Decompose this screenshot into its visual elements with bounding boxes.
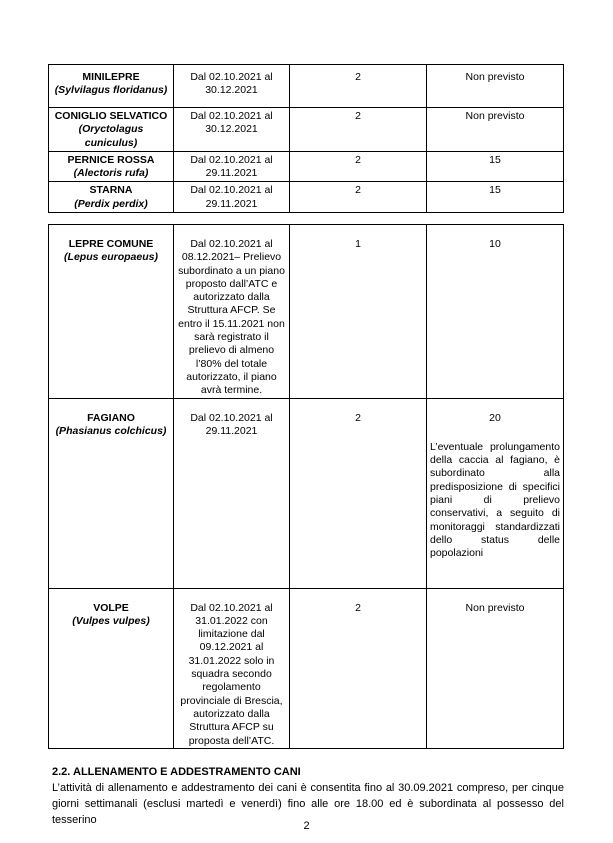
daily-limit-cell: 2 [290,65,427,108]
species-cell [49,151,174,182]
species-cell [49,108,174,152]
species-scientific-name: (Alectoris rufa) [73,167,149,180]
table-row [49,65,564,108]
daily-limit-cell: 2 [290,108,427,152]
species-name: MINILEPRE [82,71,140,83]
body-paragraph: L’attività di allenamento e addestramento dei cani è consentita fino al 30.09.2021 compreso, per cinque giorni settimanali (esclusi martedì e venerdì) fino alle ore 18.00 ed è subordinata al possesso del tesserino [52,782,564,826]
species-scientific-name: (Perdix perdix) [74,197,148,210]
species-scientific-name: (Phasianus colchicus) [55,424,167,437]
table-row [49,398,564,588]
species-name: VOLPE [93,601,129,614]
season-limit-cell: Non previsto [427,65,564,108]
season-limit-cell [427,225,564,399]
species-cell [49,398,174,588]
species-name: PERNICE ROSSA [67,153,155,166]
page-number: 2 [303,820,310,832]
period-cell: Dal 02.10.2021 al 31.01.2022 con limitazione dal 09.12.2021 al 31.01.2022 solo in squadra secondo regolamento provinciale di Brescia, autorizzato dalla Struttura AFCP su proposta dell’ATC. [174,588,290,748]
table-row [49,151,564,182]
daily-limit-cell: 2 [290,588,427,748]
period-cell: Dal 02.10.2021 al 08.12.2021– Prelievo subordinato a un piano proposto dall’ATC e autorizzato dalla Struttura AFCP. Se entro il 15.11.2021 non sarà registrato il prelievo di almeno l’80% del totale autorizzato, il piano avrà termine. [174,225,290,399]
species-scientific-name: (Sylvilagus floridanus) [54,84,168,97]
table-row [49,108,564,152]
season-limit-cell: 15 [427,182,564,213]
season-limit-value: 10 [489,238,501,250]
period-cell: Dal 02.10.2021 al 29.11.2021 [174,151,290,182]
species-table-1 [48,64,564,213]
period-cell: Dal 02.10.2021 al 30.12.2021 [174,65,290,108]
table-row [49,225,564,399]
species-cell [49,65,174,108]
period-cell: Dal 02.10.2021 al 30.12.2021 [174,108,290,152]
daily-limit-cell: 1 [290,225,427,399]
table-row [49,182,564,213]
species-name: FAGIANO [87,411,135,424]
table-row [49,588,564,748]
season-limit-cell: Non previsto [427,108,564,152]
species-cell [49,588,174,748]
species-name: LEPRE COMUNE [68,238,154,250]
species-scientific-name: (Lepus europaeus) [64,251,158,264]
season-limit-value: 20 [489,411,501,424]
period-cell: Dal 02.10.2021 al 29.11.2021 [174,182,290,213]
daily-limit-cell: 2 [290,151,427,182]
season-limit-cell [427,588,564,748]
species-table-2 [48,224,564,749]
species-name: CONIGLIO SELVATICO [54,110,168,122]
period-cell: Dal 02.10.2021 al 29.11.2021 [174,398,290,588]
season-limit-value: Non previsto [465,601,525,614]
species-cell [49,225,174,399]
daily-limit-cell: 2 [290,398,427,588]
daily-limit-cell: 2 [290,182,427,213]
species-scientific-name: (Oryctolagus cuniculus) [78,123,144,149]
season-limit-cell: 15 [427,151,564,182]
species-scientific-name: (Vulpes vulpes) [72,614,150,627]
species-cell [49,182,174,213]
season-limit-note: L’eventuale prolungamento della caccia al fagiano, è subordinato alla predisposizione di specifici piani di prelievo conservativi, a seguito di monitoraggi standardizzati dello status delle popolazioni [430,440,560,560]
season-limit-cell [427,398,564,588]
species-name: STARNA [89,184,133,197]
section-title: 2.2. ALLENAMENTO E ADDESTRAMENTO CANI [52,766,301,778]
